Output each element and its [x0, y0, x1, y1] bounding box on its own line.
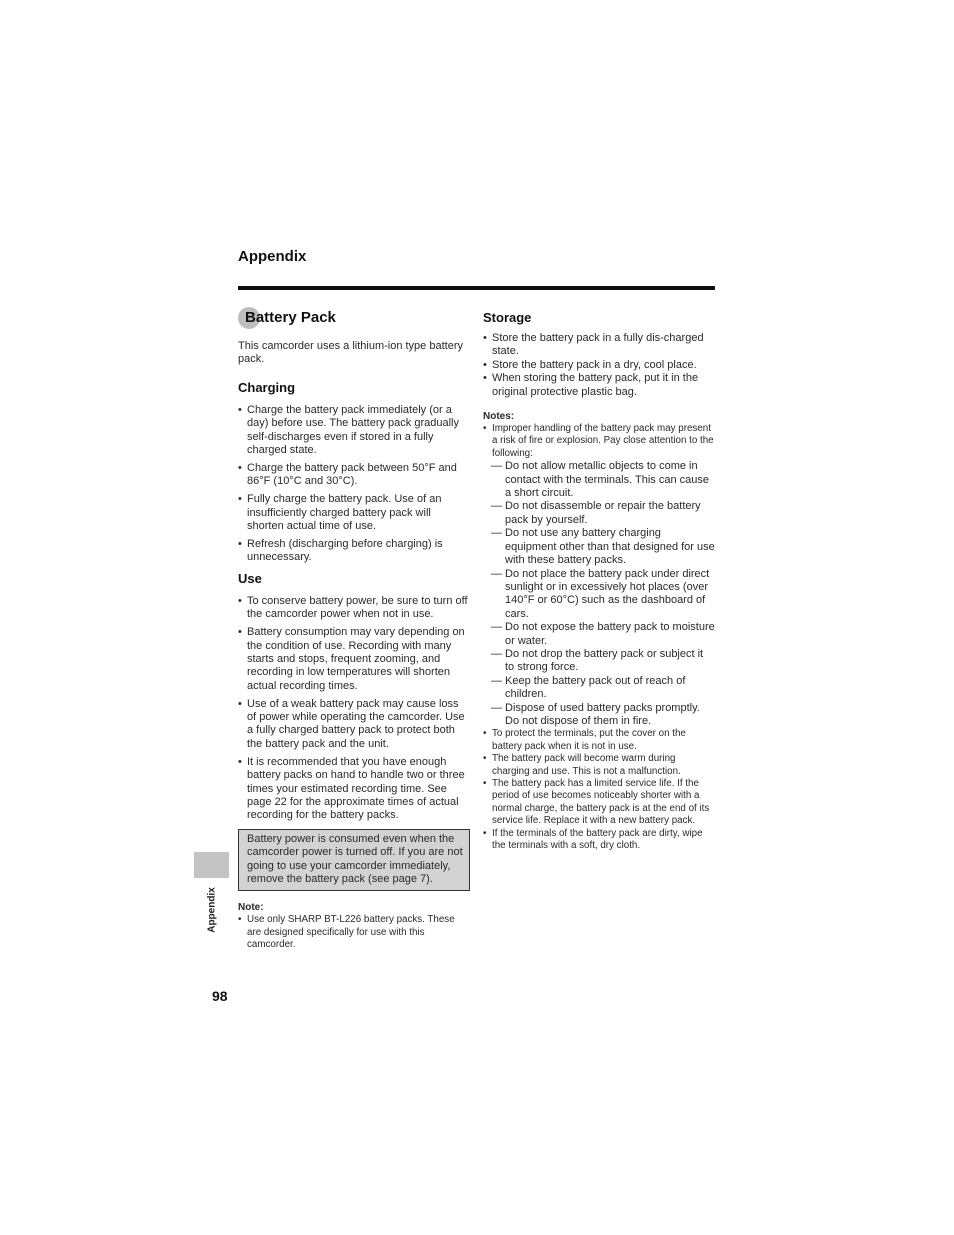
list-item: • Refresh (discharging before charging) is unnecessary.	[238, 538, 470, 565]
notes-list-more	[483, 728, 715, 852]
page-number: 98	[212, 988, 228, 1004]
side-tab-marker	[194, 852, 229, 878]
list-item: • Battery consumption may vary depending on the condition of use. Recording with many starts and stops, frequent zooming, and recording in low temperatures will shorten actual recording times.	[238, 626, 470, 693]
side-section-label: Appendix	[206, 887, 218, 933]
dash-item: — Do not expose the battery pack to moisture or water.	[491, 621, 715, 647]
list-item: • To protect the terminals, put the cover on the battery pack when it is not in use.	[483, 728, 715, 753]
use-heading: Use	[238, 570, 262, 586]
dash-item: — Dispose of used battery packs promptly. Do not dispose of them in fire.	[491, 701, 700, 727]
list-item: • Use only SHARP BT-L226 battery packs. These are designed specifically for use with this camcorder.	[238, 914, 470, 951]
precautions-list	[483, 460, 715, 728]
list-item: • The battery pack will become warm during charging and use. This is not a malfunction.	[483, 753, 715, 778]
note-heading: Note:	[238, 902, 264, 914]
dash-mark: —	[491, 647, 502, 660]
dash-mark: —	[491, 460, 502, 473]
left-column	[238, 306, 470, 952]
warning-box: Battery power is consumed even when the camcorder power is turned off. If you are not going to use your camcorder immediately, remove the battery pack (see page 7).	[238, 829, 470, 892]
page-header-title: Appendix	[238, 248, 307, 265]
list-item: • The battery pack has a limited service life. If the period of use becomes noticeably shorter with a normal charge, the battery pack is at the end of its service life. Replace it with a new battery pack.	[483, 778, 715, 828]
list-item: • Use of a weak battery pack may cause loss of power while operating the camcorder. Use a fully charged battery pack to protect both the battery pack and the unit.	[238, 698, 470, 752]
use-list	[238, 595, 470, 823]
charging-list	[238, 404, 470, 565]
header-rule	[238, 286, 715, 290]
storage-list	[483, 332, 715, 399]
list-item: • Store the battery pack in a dry, cool place.	[483, 359, 715, 372]
dash-mark: —	[491, 621, 502, 634]
dash-mark: —	[491, 500, 502, 513]
list-item: • If the terminals of the battery pack are dirty, wipe the terminals with a soft, dry cloth.	[483, 828, 715, 853]
dash-item: — Do not disassemble or repair the battery pack by yourself.	[491, 500, 701, 526]
dash-item: — Do not drop the battery pack or subject it to strong force.	[491, 647, 704, 674]
section-title: Battery Pack	[238, 306, 470, 330]
right-column	[483, 306, 715, 852]
intro-text: This camcorder uses a lithium-ion type battery pack.	[238, 340, 463, 366]
list-item: • Charge the battery pack immediately (or a day) before use. The battery pack gradually self-discharges even if stored in a fully charged state.	[238, 404, 470, 458]
list-item: • When storing the battery pack, put it in the original protective plastic bag.	[483, 372, 715, 399]
dash-item: — Do not place the battery pack under direct sunlight or in excessively hot places (over 140°F or 60°C) such as the dashboard of cars.	[491, 567, 710, 620]
list-item: • Charge the battery pack between 50°F and 86°F (10°C and 30°C).	[238, 462, 470, 489]
list-item: • It is recommended that you have enough battery packs on hand to handle two or three times your estimated recording time. See page 22 for the approximate times of actual recording for the battery packs.	[238, 756, 470, 823]
storage-heading: Storage	[483, 310, 532, 325]
note-list	[238, 914, 470, 951]
dash-mark: —	[491, 527, 502, 540]
dash-mark: —	[491, 567, 502, 580]
list-item: • To conserve battery power, be sure to turn off the camcorder power when not in use.	[238, 595, 470, 622]
dash-mark: —	[491, 701, 502, 714]
list-item: • Improper handling of the battery pack may present a risk of fire or explosion. Pay close attention to the following:	[483, 423, 715, 460]
dash-mark: —	[491, 674, 502, 687]
dash-item: — Do not allow metallic objects to come in contact with the terminals. This can cause a short circuit.	[491, 460, 710, 500]
notes-heading: Notes:	[483, 411, 515, 423]
list-item: • Fully charge the battery pack. Use of an insufficiently charged battery pack will shorten actual time of use.	[238, 493, 470, 533]
list-item: • Store the battery pack in a fully dis-charged state.	[483, 332, 715, 359]
charging-heading: Charging	[238, 379, 296, 395]
dash-item: — Keep the battery pack out of reach of children.	[491, 674, 686, 701]
notes-list	[483, 423, 715, 460]
dash-item: — Do not use any battery charging equipment other than that designed for use with these battery packs.	[491, 527, 715, 567]
